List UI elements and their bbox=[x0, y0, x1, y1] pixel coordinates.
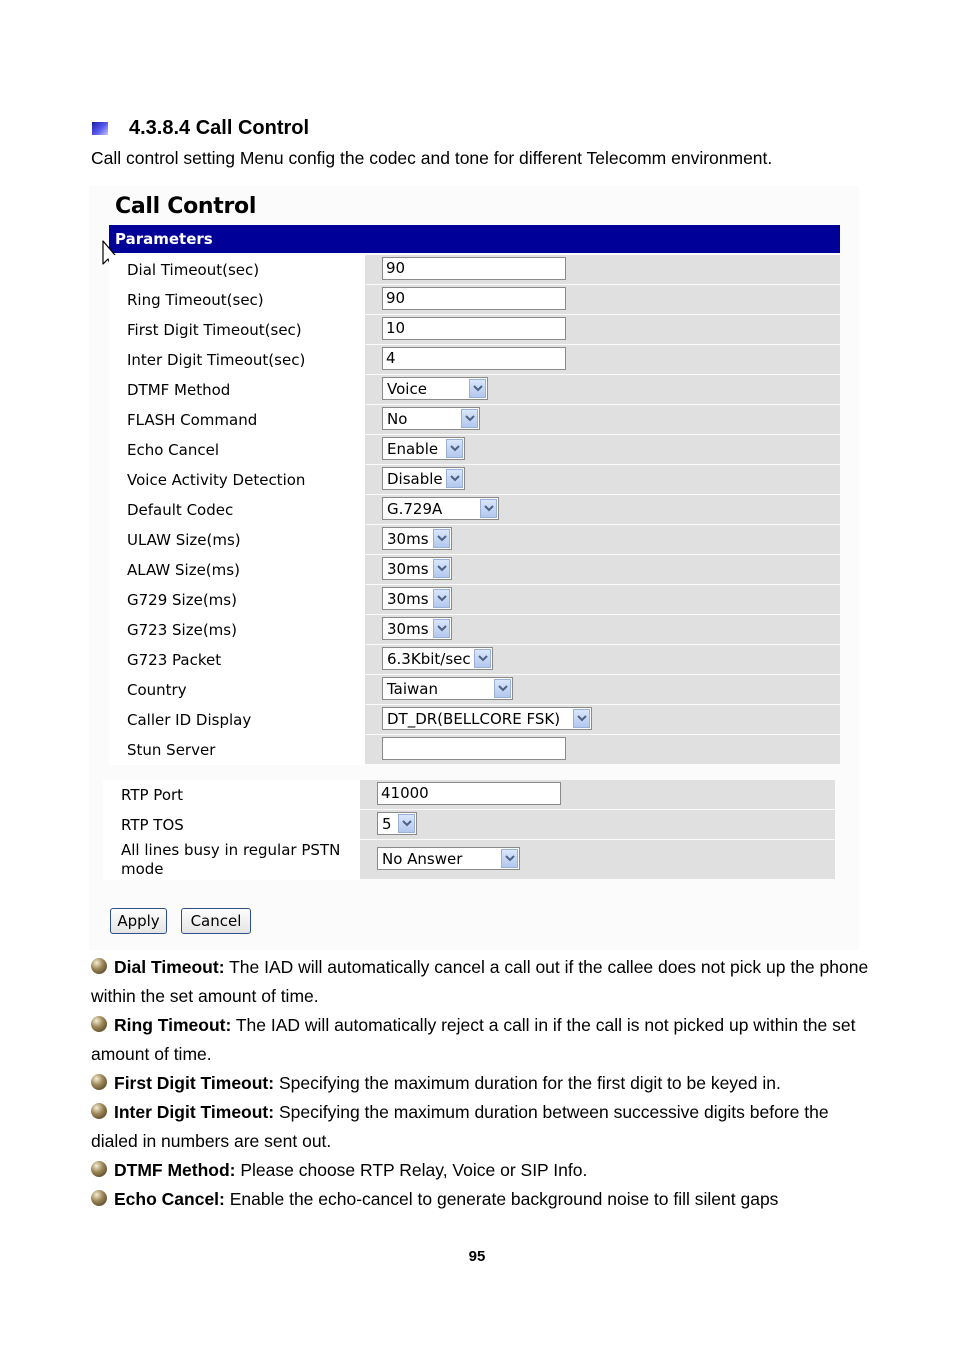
rtp-port-value-cell bbox=[360, 780, 835, 810]
description-item bbox=[91, 1098, 871, 1156]
cancel-button[interactable]: Cancel bbox=[181, 908, 251, 934]
row-default-codec bbox=[109, 495, 840, 525]
dial-timeout-sec-value-cell bbox=[365, 255, 840, 285]
g723-size-ms-value-cell bbox=[365, 615, 840, 645]
row-dial-timeout-sec bbox=[109, 255, 840, 285]
default-codec-select[interactable] bbox=[382, 497, 499, 520]
bullet-ball-icon bbox=[91, 1074, 107, 1090]
caller-id-display-selected-value: DT_DR(BELLCORE FSK) bbox=[387, 709, 561, 728]
ulaw-size-ms-label: ULAW Size(ms) bbox=[109, 525, 365, 555]
row-caller-id-display bbox=[109, 705, 840, 735]
parameters-header: Parameters bbox=[109, 225, 840, 253]
bullet-ball-icon bbox=[91, 1016, 107, 1032]
description-text: Enable the echo-cancel to generate background noise to fill silent gaps bbox=[224, 1189, 779, 1209]
ulaw-size-ms-value-cell bbox=[365, 525, 840, 555]
ring-timeout-sec-label: Ring Timeout(sec) bbox=[109, 285, 365, 315]
description-term: Inter Digit Timeout: bbox=[114, 1102, 275, 1122]
first-digit-timeout-sec-label: First Digit Timeout(sec) bbox=[109, 315, 365, 345]
description-term: Dial Timeout: bbox=[114, 957, 225, 977]
parameters-table bbox=[109, 255, 840, 765]
g729-size-ms-selected-value: 30ms bbox=[387, 589, 429, 608]
apply-button[interactable]: Apply bbox=[110, 908, 167, 934]
all-lines-busy-in-regular-pstn-mode-selected-value: No Answer bbox=[382, 849, 463, 868]
chevron-down-icon[interactable] bbox=[469, 379, 486, 398]
country-selected-value: Taiwan bbox=[387, 679, 439, 698]
row-all-lines-busy-in-regular-pstn-mode bbox=[103, 840, 835, 880]
intro-paragraph: Call control setting Menu config the codec and tone for different Telecomm environment. bbox=[91, 148, 773, 168]
alaw-size-ms-selected-value: 30ms bbox=[387, 559, 429, 578]
all-lines-busy-in-regular-pstn-mode-value-cell bbox=[360, 840, 835, 880]
row-g723-packet bbox=[109, 645, 840, 675]
page-number: 95 bbox=[468, 1248, 486, 1265]
g723-size-ms-label: G723 Size(ms) bbox=[109, 615, 365, 645]
alaw-size-ms-select[interactable] bbox=[382, 557, 452, 580]
alaw-size-ms-label: ALAW Size(ms) bbox=[109, 555, 365, 585]
ulaw-size-ms-select[interactable] bbox=[382, 527, 452, 550]
dial-timeout-sec-input[interactable]: 90 bbox=[382, 257, 566, 280]
row-g723-size-ms bbox=[109, 615, 840, 645]
section-heading bbox=[92, 117, 309, 140]
all-lines-busy-in-regular-pstn-mode-label: All lines busy in regular PSTN mode bbox=[103, 840, 360, 880]
row-alaw-size-ms bbox=[109, 555, 840, 585]
g723-packet-select[interactable] bbox=[382, 647, 493, 670]
description-text: The IAD will automatically reject a call in if the call is not picked up within the set amount of time. bbox=[91, 1015, 856, 1064]
dtmf-method-value-cell bbox=[365, 375, 840, 405]
voice-activity-detection-selected-value: Disable bbox=[387, 469, 443, 488]
rtp-table bbox=[103, 780, 835, 880]
description-item bbox=[91, 1011, 871, 1069]
flash-command-selected-value: No bbox=[387, 409, 408, 428]
rtp-tos-label: RTP TOS bbox=[103, 810, 360, 840]
caller-id-display-select[interactable] bbox=[382, 707, 592, 730]
description-text: Please choose RTP Relay, Voice or SIP Info. bbox=[235, 1160, 588, 1180]
g723-packet-selected-value: 6.3Kbit/sec bbox=[387, 649, 471, 668]
description-term: Echo Cancel: bbox=[114, 1189, 225, 1209]
chevron-down-icon[interactable] bbox=[461, 409, 478, 428]
chevron-down-icon[interactable] bbox=[433, 529, 450, 548]
rtp-port-label: RTP Port bbox=[103, 780, 360, 810]
alaw-size-ms-value-cell bbox=[365, 555, 840, 585]
chevron-down-icon[interactable] bbox=[433, 559, 450, 578]
rtp-tos-value-cell bbox=[360, 810, 835, 840]
row-rtp-port bbox=[103, 780, 835, 810]
dial-timeout-sec-label: Dial Timeout(sec) bbox=[109, 255, 365, 285]
dtmf-method-label: DTMF Method bbox=[109, 375, 365, 405]
caller-id-display-label: Caller ID Display bbox=[109, 705, 365, 735]
voice-activity-detection-label: Voice Activity Detection bbox=[109, 465, 365, 495]
chevron-down-icon[interactable] bbox=[398, 814, 415, 833]
description-term: DTMF Method: bbox=[114, 1160, 236, 1180]
description-term: First Digit Timeout: bbox=[114, 1073, 275, 1093]
inter-digit-timeout-sec-input[interactable]: 4 bbox=[382, 347, 566, 370]
flash-command-value-cell bbox=[365, 405, 840, 435]
row-stun-server bbox=[109, 735, 840, 765]
chevron-down-icon[interactable] bbox=[573, 709, 590, 728]
rtp-tos-select[interactable] bbox=[377, 812, 417, 835]
description-item bbox=[91, 953, 871, 1011]
stun-server-value-cell bbox=[365, 735, 840, 765]
g729-size-ms-value-cell bbox=[365, 585, 840, 615]
chevron-down-icon[interactable] bbox=[433, 619, 450, 638]
voice-activity-detection-select[interactable] bbox=[382, 467, 465, 490]
default-codec-label: Default Codec bbox=[109, 495, 365, 525]
row-g729-size-ms bbox=[109, 585, 840, 615]
description-text: The IAD will automatically cancel a call out if the callee does not pick up the phone within the set amount of time. bbox=[91, 957, 869, 1006]
chevron-down-icon[interactable] bbox=[494, 679, 511, 698]
square-bullet-icon bbox=[92, 122, 108, 135]
flash-command-label: FLASH Command bbox=[109, 405, 365, 435]
g723-size-ms-selected-value: 30ms bbox=[387, 619, 429, 638]
g723-size-ms-select[interactable] bbox=[382, 617, 452, 640]
description-list bbox=[91, 953, 871, 1214]
echo-cancel-value-cell bbox=[365, 435, 840, 465]
chevron-down-icon[interactable] bbox=[501, 849, 518, 868]
chevron-down-icon[interactable] bbox=[480, 499, 497, 518]
country-value-cell bbox=[365, 675, 840, 705]
description-item bbox=[91, 1069, 871, 1098]
row-country bbox=[109, 675, 840, 705]
inter-digit-timeout-sec-label: Inter Digit Timeout(sec) bbox=[109, 345, 365, 375]
ring-timeout-sec-input[interactable]: 90 bbox=[382, 287, 566, 310]
default-codec-value-cell bbox=[365, 495, 840, 525]
voice-activity-detection-value-cell bbox=[365, 465, 840, 495]
dtmf-method-select[interactable] bbox=[382, 377, 488, 400]
first-digit-timeout-sec-value-cell bbox=[365, 315, 840, 345]
stun-server-label: Stun Server bbox=[109, 735, 365, 765]
row-ulaw-size-ms bbox=[109, 525, 840, 555]
echo-cancel-select[interactable] bbox=[382, 437, 465, 460]
country-select[interactable] bbox=[382, 677, 513, 700]
row-ring-timeout-sec bbox=[109, 285, 840, 315]
description-item bbox=[91, 1185, 871, 1214]
chevron-down-icon[interactable] bbox=[433, 589, 450, 608]
section-title: 4.3.8.4 Call Control bbox=[129, 117, 310, 139]
description-text: Specifying the maximum duration between successive digits before the dialed in numbers are sent out. bbox=[91, 1102, 829, 1151]
stun-server-input[interactable] bbox=[382, 737, 566, 760]
dtmf-method-selected-value: Voice bbox=[387, 379, 427, 398]
row-inter-digit-timeout-sec bbox=[109, 345, 840, 375]
inter-digit-timeout-sec-value-cell bbox=[365, 345, 840, 375]
echo-cancel-label: Echo Cancel bbox=[109, 435, 365, 465]
g729-size-ms-label: G729 Size(ms) bbox=[109, 585, 365, 615]
chevron-down-icon[interactable] bbox=[446, 469, 463, 488]
row-rtp-tos bbox=[103, 810, 835, 840]
description-term: Ring Timeout: bbox=[114, 1015, 232, 1035]
ring-timeout-sec-value-cell bbox=[365, 285, 840, 315]
all-lines-busy-in-regular-pstn-mode-select[interactable] bbox=[377, 847, 520, 870]
description-text: Specifying the maximum duration for the first digit to be keyed in. bbox=[274, 1073, 781, 1093]
default-codec-selected-value: G.729A bbox=[387, 499, 443, 518]
bullet-ball-icon bbox=[91, 958, 107, 974]
ulaw-size-ms-selected-value: 30ms bbox=[387, 529, 429, 548]
bullet-ball-icon bbox=[91, 1103, 107, 1119]
description-item bbox=[91, 1156, 871, 1185]
rtp-port-input[interactable]: 41000 bbox=[377, 782, 561, 805]
country-label: Country bbox=[109, 675, 365, 705]
rtp-tos-selected-value: 5 bbox=[382, 814, 392, 833]
g723-packet-value-cell bbox=[365, 645, 840, 675]
bullet-ball-icon bbox=[91, 1161, 107, 1177]
g723-packet-label: G723 Packet bbox=[109, 645, 365, 675]
row-echo-cancel bbox=[109, 435, 840, 465]
g729-size-ms-select[interactable] bbox=[382, 587, 452, 610]
first-digit-timeout-sec-input[interactable]: 10 bbox=[382, 317, 566, 340]
echo-cancel-selected-value: Enable bbox=[387, 439, 439, 458]
bullet-ball-icon bbox=[91, 1190, 107, 1206]
chevron-down-icon[interactable] bbox=[446, 439, 463, 458]
row-flash-command bbox=[109, 405, 840, 435]
page-title: Call Control bbox=[115, 194, 257, 219]
row-first-digit-timeout-sec bbox=[109, 315, 840, 345]
row-voice-activity-detection bbox=[109, 465, 840, 495]
caller-id-display-value-cell bbox=[365, 705, 840, 735]
flash-command-select[interactable] bbox=[382, 407, 480, 430]
row-dtmf-method bbox=[109, 375, 840, 405]
chevron-down-icon[interactable] bbox=[474, 649, 491, 668]
